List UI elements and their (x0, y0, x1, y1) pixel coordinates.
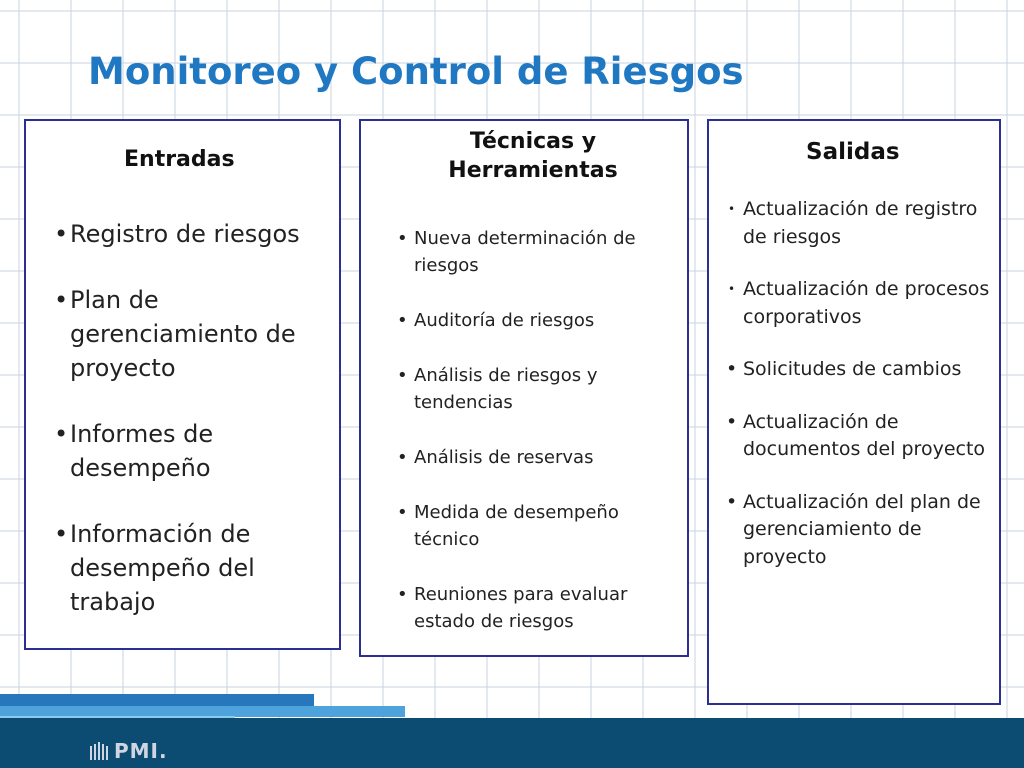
pmi-logo (90, 740, 168, 762)
outputs-item-text: Solicitudes de cambios (743, 358, 962, 380)
bullet-icon: • (54, 286, 69, 314)
list-item (726, 409, 996, 464)
tools-item-text: Análisis de riesgos y tendencias (414, 365, 598, 413)
footer-stripe (0, 694, 314, 706)
outputs-panel (707, 119, 1001, 705)
bullet-icon: • (397, 584, 408, 605)
list-item (397, 307, 687, 334)
tools-item-text: Nueva determinación de riesgos (414, 228, 636, 276)
list-item (397, 362, 687, 416)
bullet-icon: • (54, 520, 69, 548)
outputs-heading: Salidas (806, 139, 900, 165)
inputs-item-text: Información de desempeño del trabajo (70, 520, 255, 616)
outputs-item-text: Actualización de procesos corporativos (743, 278, 990, 328)
bullet-icon: • (397, 365, 408, 386)
tools-heading-line2: Herramientas (448, 157, 618, 183)
list-item (397, 581, 687, 635)
list-item (726, 276, 996, 331)
bullet-icon: • (54, 420, 69, 448)
tools-heading-line1: Técnicas y (469, 129, 597, 154)
tools-item-text: Medida de desempeño técnico (414, 502, 619, 550)
inputs-item-text: Plan de gerenciamiento de proyecto (70, 286, 296, 382)
outputs-item-text: Actualización del plan de gerenciamiento de proyecto (743, 490, 981, 568)
bullet-icon: • (728, 202, 736, 216)
list-item (726, 489, 996, 572)
slide-title: Monitoreo y Control de Riesgos (88, 50, 744, 93)
inputs-list (54, 217, 339, 651)
list-item (397, 499, 687, 553)
list-item (54, 283, 339, 385)
list-item (397, 444, 687, 471)
inputs-heading: Entradas (124, 147, 235, 172)
inputs-item-text: Informes de desempeño (70, 420, 214, 482)
tools-panel (359, 119, 689, 657)
list-item (397, 225, 687, 279)
pmi-logo-text: PMI. (114, 739, 168, 763)
inputs-item-text: Registro de riesgos (70, 220, 300, 248)
list-item (726, 196, 996, 251)
list-item (54, 417, 339, 485)
tools-heading (361, 128, 687, 185)
bullet-icon: • (397, 228, 408, 249)
list-item (726, 356, 996, 384)
tools-item-text: Análisis de reservas (414, 447, 594, 468)
bullet-icon: • (397, 502, 408, 523)
list-item (54, 517, 339, 619)
outputs-item-text: Actualización de registro de riesgos (743, 198, 978, 248)
inputs-panel (24, 119, 341, 650)
outputs-list (726, 196, 996, 596)
bullet-icon: • (54, 220, 69, 248)
tools-item-text: Reuniones para evaluar estado de riesgos (414, 584, 628, 632)
outputs-item-text: Actualización de documentos del proyecto (743, 410, 986, 460)
list-item (54, 217, 339, 251)
pmi-logo-icon (90, 742, 110, 760)
bullet-icon: • (726, 410, 738, 433)
bullet-icon: • (726, 490, 738, 513)
bullet-icon: • (726, 358, 738, 380)
tools-item-text: Auditoría de riesgos (414, 310, 595, 331)
bullet-icon: • (397, 310, 408, 331)
bullet-icon: • (728, 282, 736, 296)
tools-list (397, 225, 687, 663)
bullet-icon: • (397, 447, 408, 468)
